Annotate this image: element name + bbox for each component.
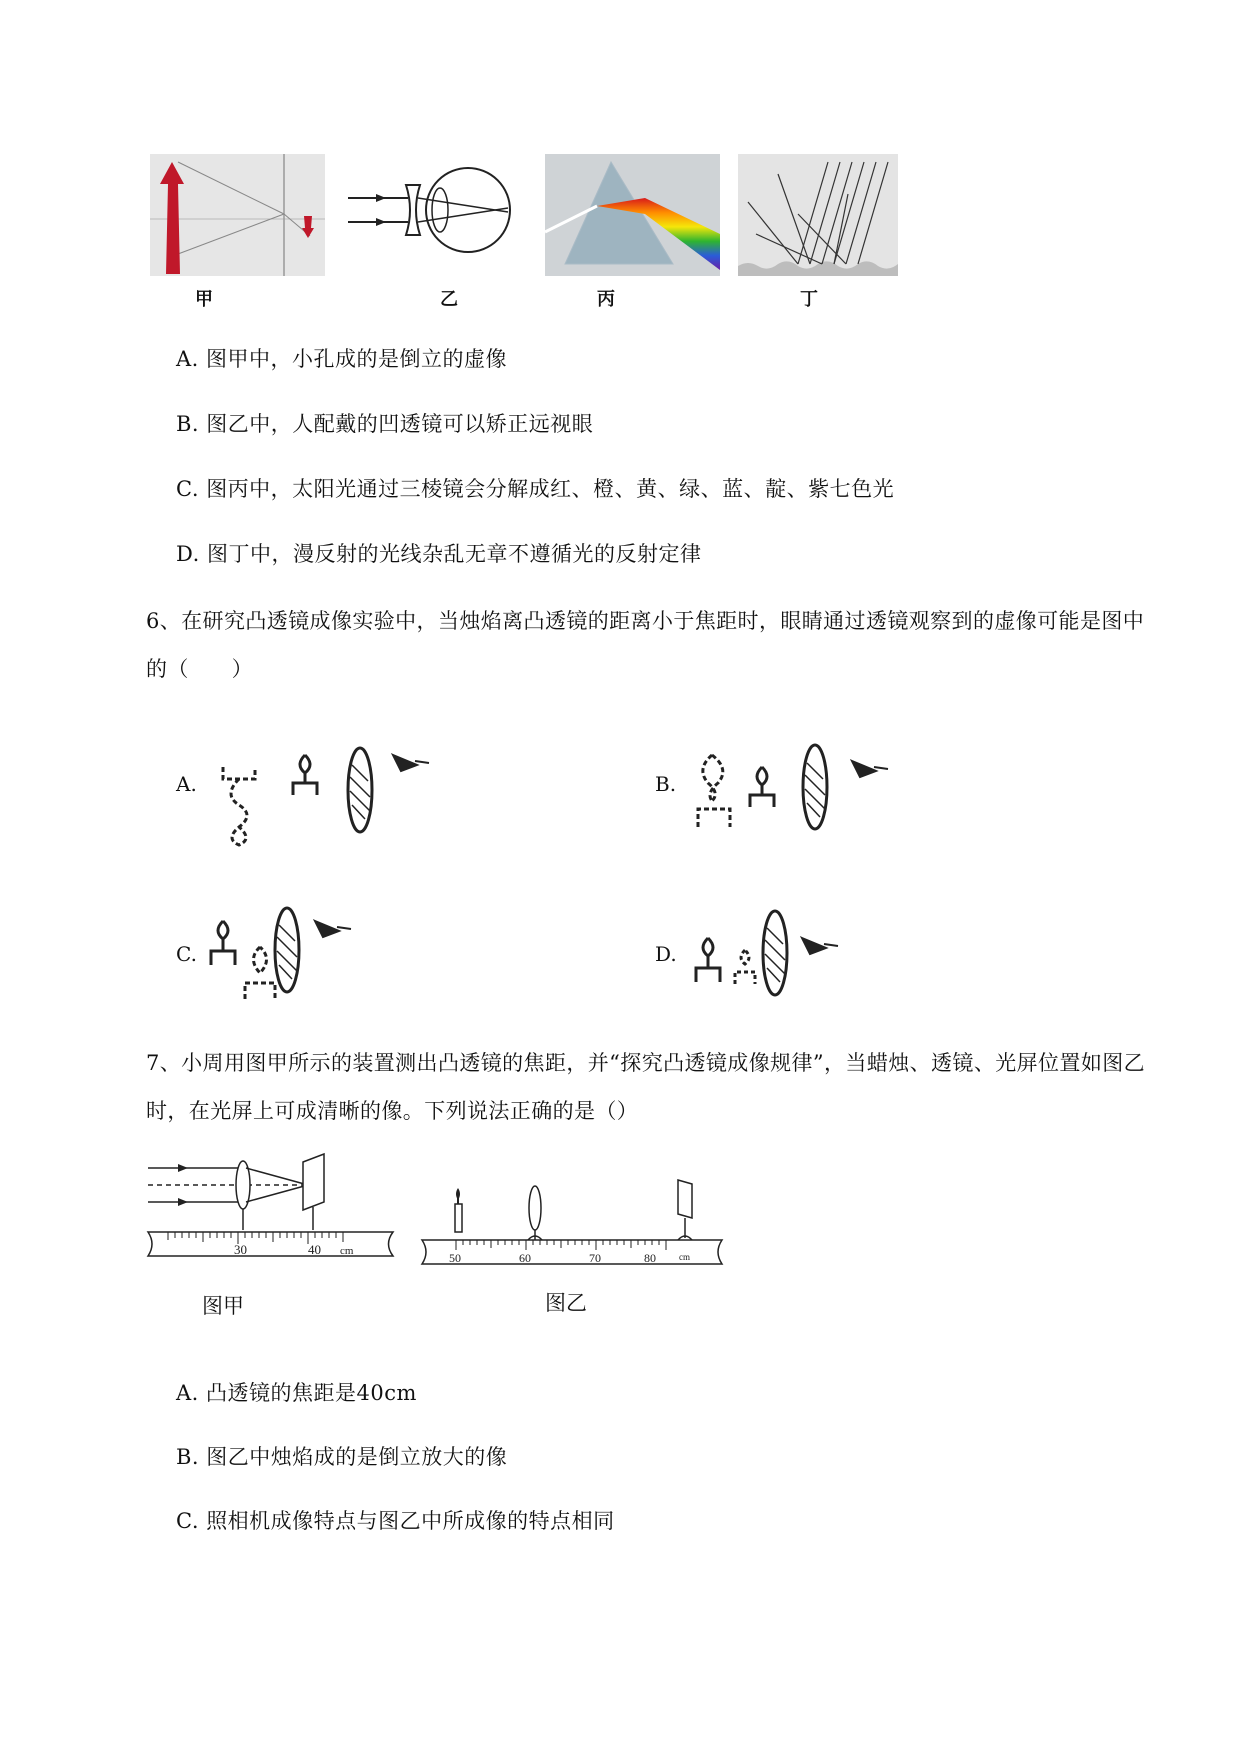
q5-option-d: D. 图丁中，漫反射的光线杂乱无章不遵循光的反射定律 — [176, 542, 702, 566]
q7-option-c: C. 照相机成像特点与图乙中所成像的特点相同 — [176, 1509, 615, 1533]
q6-text: 6、在研究凸透镜成像实验中，当烛焰离凸透镜的距离小于焦距时，眼睛通过透镜观察到的虚像可能是图中的（ ） — [146, 609, 1145, 681]
caption-bing: 丙 — [597, 289, 615, 310]
fig-jia-unit: cm — [340, 1245, 354, 1257]
q5-option-a: A. 图甲中，小孔成的是倒立的虚像 — [176, 347, 508, 371]
fig-jia-tick-30: 30 — [234, 1242, 247, 1257]
figure-ding-diffuse-reflection — [738, 154, 898, 276]
fig-yi-unit: cm — [679, 1252, 690, 1262]
q6-option-b-label: B. — [655, 772, 677, 796]
figure-jia-pinhole — [150, 154, 325, 276]
q5-option-c: C. 图丙中，太阳光通过三棱镜会分解成红、橙、黄、绿、蓝、靛、紫七色光 — [176, 477, 895, 501]
q6-option-a-figure — [215, 735, 435, 845]
q6-option-a-label: A. — [176, 772, 197, 796]
figure-yi-eye-lens — [348, 150, 518, 270]
q7-option-b: B. 图乙中烛焰成的是倒立放大的像 — [176, 1445, 508, 1469]
q7-text: 7、小周用图甲所示的装置测出凸透镜的焦距，并“探究凸透镜成像规律”，当蜡烛、透镜、光屏位置如图乙时，在光屏上可成清晰的像。下列说法正确的是（） — [146, 1051, 1146, 1123]
q6-option-d-figure — [690, 898, 850, 998]
q6-option-c-label: C. — [176, 942, 197, 966]
fig-yi-tick-50: 50 — [449, 1251, 461, 1265]
fig-yi-tick-60: 60 — [519, 1251, 531, 1265]
q7-figure-yi — [420, 1178, 730, 1278]
figure-bing-prism — [545, 154, 720, 276]
q7-figure-jia — [148, 1152, 398, 1280]
caption-jia: 甲 — [195, 289, 213, 310]
caption-ding: 丁 — [800, 289, 818, 310]
caption-yi: 乙 — [440, 289, 458, 310]
fig-jia-tick-40: 40 — [308, 1242, 321, 1257]
q6-option-d-label: D. — [655, 942, 677, 966]
fig-yi-tick-80: 80 — [644, 1251, 656, 1265]
q6-option-c-figure — [205, 895, 355, 1005]
q6-option-b-figure — [690, 735, 910, 845]
q7-option-a: A. 凸透镜的焦距是40cm — [176, 1381, 417, 1405]
fig-yi-tick-70: 70 — [589, 1251, 601, 1265]
q7-caption-yi: 图乙 — [545, 1291, 587, 1315]
q5-option-b: B. 图乙中，人配戴的凹透镜可以矫正远视眼 — [176, 412, 594, 436]
q7-caption-jia: 图甲 — [202, 1294, 244, 1318]
